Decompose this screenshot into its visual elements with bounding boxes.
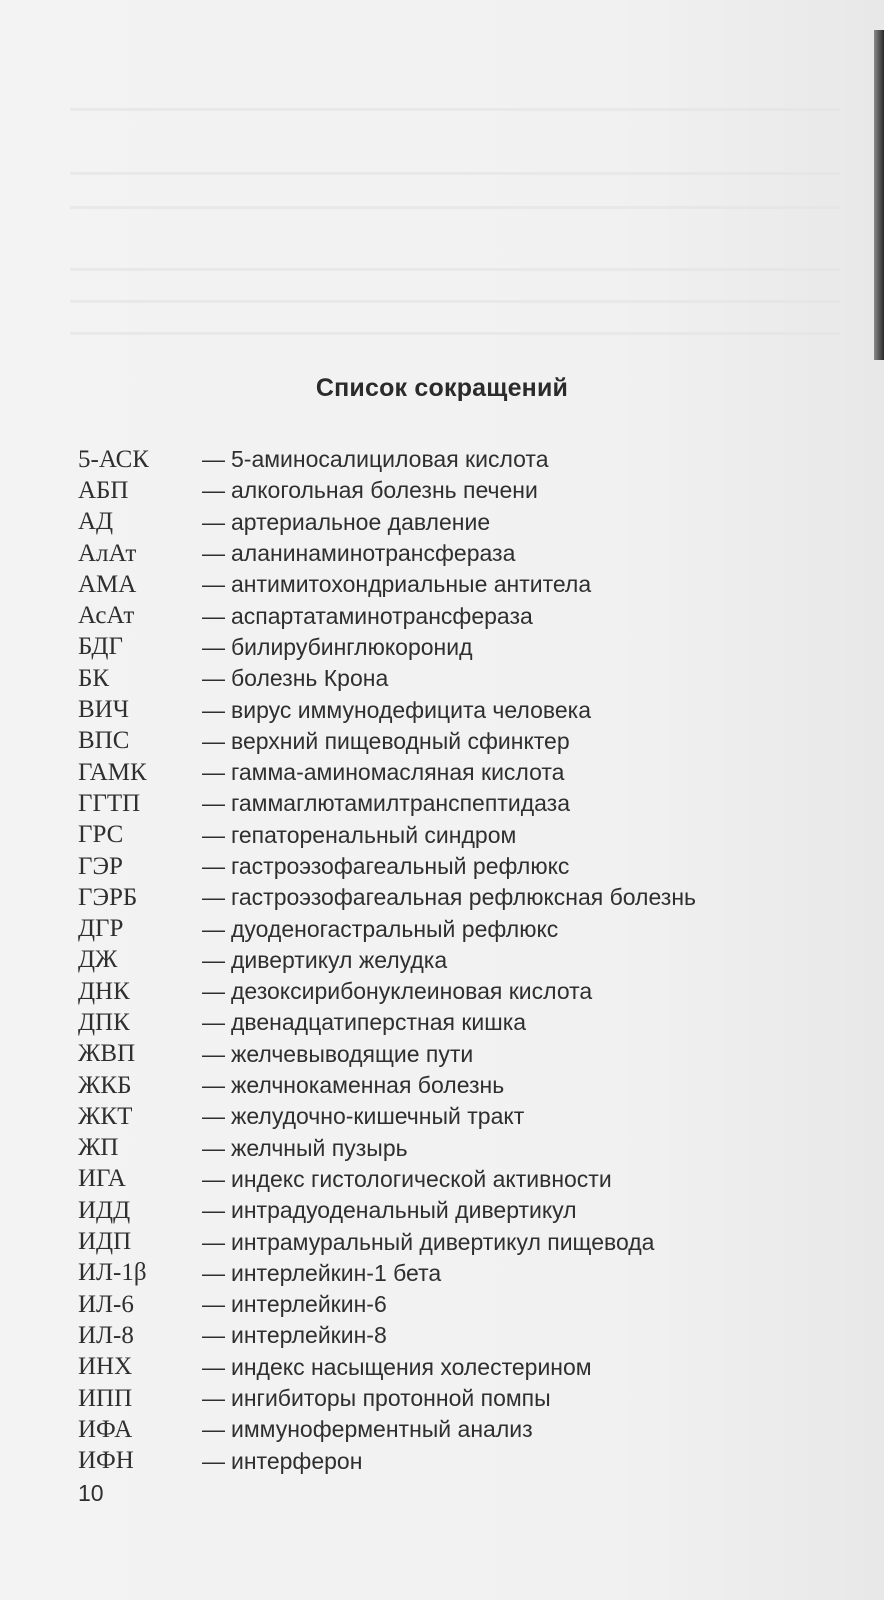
abbreviation-meaning: интерлейкин-1 бета — [231, 1259, 442, 1286]
dash-separator: — — [202, 1259, 225, 1286]
dash-separator: — — [202, 821, 225, 848]
abbreviation-meaning: ингибиторы протонной помпы — [231, 1385, 551, 1412]
dash-separator: — — [202, 633, 225, 660]
abbreviation-meaning: аспартатаминотрансфераза — [231, 602, 533, 629]
page-number: 10 — [78, 1480, 104, 1506]
abbreviation-row — [78, 1383, 696, 1414]
abbreviation-meaning: гепаторенальный синдром — [231, 821, 517, 848]
abbreviation-term: АМА — [78, 570, 137, 598]
abbreviation-row — [78, 882, 696, 913]
abbreviation-row — [78, 1070, 696, 1101]
abbreviation-row — [78, 1226, 696, 1257]
abbreviation-term: ИГА — [78, 1165, 126, 1193]
abbreviation-meaning: интерлейкин-6 — [231, 1291, 387, 1318]
abbreviation-row — [78, 820, 696, 851]
abbreviation-list — [78, 444, 696, 1477]
abbreviation-term: АсАт — [78, 602, 135, 630]
abbreviation-row — [78, 600, 696, 631]
abbreviation-row — [78, 913, 696, 944]
abbreviation-term: АД — [78, 508, 114, 536]
abbreviation-row — [78, 726, 696, 757]
dash-separator: — — [202, 1103, 225, 1130]
abbreviation-meaning: 5-аминосалициловая кислота — [231, 446, 549, 473]
abbreviation-meaning: гастроэзофагеальная рефлюксная болезнь — [231, 884, 696, 911]
show-through-line — [70, 206, 840, 209]
dash-separator: — — [202, 915, 225, 942]
dash-separator: — — [202, 446, 225, 473]
abbreviation-row — [78, 976, 696, 1007]
dash-separator: — — [202, 1009, 225, 1036]
abbreviation-row — [78, 1414, 696, 1445]
abbreviation-row — [78, 851, 696, 882]
abbreviation-meaning: гаммаглютамилтранспептидаза — [231, 790, 570, 817]
abbreviation-term: АлАт — [78, 539, 137, 567]
abbreviation-row — [78, 1320, 696, 1351]
abbreviation-term: ГРС — [78, 821, 124, 849]
dash-separator: — — [202, 884, 225, 911]
abbreviation-row — [78, 538, 696, 569]
abbreviation-meaning: дуоденогастральный рефлюкс — [231, 915, 559, 942]
abbreviation-row — [78, 1039, 696, 1070]
abbreviation-meaning: интерлейкин-8 — [231, 1322, 387, 1349]
abbreviation-term: ИФН — [78, 1447, 134, 1475]
abbreviation-term: ДЖ — [78, 946, 118, 974]
dash-separator: — — [202, 1072, 225, 1099]
dash-separator: — — [202, 1416, 225, 1443]
dash-separator: — — [202, 602, 225, 629]
dash-separator: — — [202, 1197, 225, 1224]
dash-separator: — — [202, 1447, 225, 1474]
abbreviation-row — [78, 632, 696, 663]
abbreviation-term: ДГР — [78, 915, 124, 943]
dash-separator: — — [202, 1353, 225, 1380]
dash-separator: — — [202, 946, 225, 973]
abbreviation-meaning: желудочно-кишечный тракт — [231, 1103, 525, 1130]
abbreviation-term: БК — [78, 664, 110, 692]
abbreviation-row — [78, 569, 696, 600]
dash-separator: — — [202, 1322, 225, 1349]
abbreviation-row — [78, 757, 696, 788]
page-title: Список сокращений — [315, 374, 569, 402]
abbreviation-row — [78, 1352, 696, 1383]
abbreviation-row — [78, 475, 696, 506]
abbreviation-meaning: желчевыводящие пути — [231, 1040, 474, 1067]
dash-separator: — — [202, 853, 225, 879]
dash-separator: — — [202, 790, 225, 817]
show-through-line — [70, 268, 840, 271]
abbreviation-term: ИЛ-8 — [78, 1321, 134, 1349]
abbreviation-term: ИНХ — [78, 1353, 133, 1381]
show-through-line — [70, 332, 840, 335]
abbreviation-row — [78, 1101, 696, 1132]
dash-separator: — — [202, 665, 225, 692]
abbreviation-row — [78, 1133, 696, 1164]
abbreviation-meaning: гамма-аминомасляная кислота — [231, 759, 565, 786]
abbreviation-meaning: двенадцатиперстная кишка — [231, 1009, 527, 1036]
dash-separator: — — [202, 508, 225, 535]
abbreviation-meaning: болезнь Крона — [231, 665, 389, 692]
abbreviation-row — [78, 1258, 696, 1289]
dash-separator: — — [202, 727, 225, 754]
abbreviation-row — [78, 1164, 696, 1195]
abbreviation-meaning: желчный пузырь — [231, 1134, 408, 1161]
abbreviation-term: ЖКБ — [78, 1071, 132, 1099]
abbreviation-term: АБП — [78, 476, 129, 504]
abbreviation-meaning: интерферон — [231, 1447, 363, 1474]
abbreviation-row — [78, 1007, 696, 1038]
abbreviation-term: ДПК — [78, 1008, 130, 1036]
abbreviation-meaning: билирубинглюкоронид — [231, 633, 473, 660]
abbreviation-term: ГЭР — [78, 852, 123, 880]
abbreviation-meaning: алкогольная болезнь печени — [231, 477, 538, 504]
dash-separator: — — [202, 571, 225, 598]
abbreviation-meaning: индекс насыщения холестерином — [231, 1353, 592, 1380]
show-through-line — [70, 300, 840, 303]
abbreviation-row — [78, 1446, 696, 1477]
dash-separator: — — [202, 1040, 225, 1067]
abbreviation-term: 5-АСК — [78, 445, 149, 473]
abbreviation-row — [78, 507, 696, 538]
abbreviation-term: ВПС — [78, 727, 130, 755]
dash-separator: — — [202, 759, 225, 786]
dash-separator: — — [202, 1134, 225, 1161]
abbreviation-row — [78, 663, 696, 694]
dash-separator: — — [202, 1385, 225, 1412]
dash-separator: — — [202, 1291, 225, 1318]
abbreviation-term: ИДД — [78, 1196, 131, 1224]
abbreviation-meaning: дезоксирибонуклеиновая кислота — [231, 978, 593, 1005]
dash-separator: — — [202, 1228, 225, 1255]
abbreviation-meaning: гастроэзофагеальный рефлюкс — [231, 853, 570, 879]
abbreviation-term: БДГ — [78, 633, 123, 661]
abbreviation-meaning: индекс гистологической активности — [231, 1165, 612, 1192]
dash-separator: — — [202, 696, 225, 723]
abbreviation-meaning: аланинаминотрансфераза — [231, 540, 516, 567]
abbreviation-term: ГГТП — [78, 789, 141, 817]
abbreviation-term: ИЛ-6 — [78, 1290, 134, 1318]
abbreviation-row — [78, 1195, 696, 1226]
page-edge-shadow — [874, 30, 884, 360]
abbreviation-meaning: вирус иммунодефицита человека — [231, 696, 592, 723]
abbreviation-meaning: антимитохондриальные антитела — [231, 571, 592, 598]
abbreviation-term: ЖП — [78, 1134, 119, 1162]
abbreviation-term: ГАМК — [78, 758, 147, 786]
dash-separator: — — [202, 540, 225, 567]
abbreviation-row — [78, 945, 696, 976]
dash-separator: — — [202, 1165, 225, 1192]
show-through-line — [70, 172, 840, 175]
abbreviation-row — [78, 1289, 696, 1320]
abbreviation-meaning: иммуноферментный анализ — [231, 1416, 533, 1443]
abbreviation-term: ГЭРБ — [78, 883, 138, 911]
abbreviation-meaning: интрамуральный дивертикул пищевода — [231, 1228, 655, 1255]
abbreviation-meaning: желчнокаменная болезнь — [231, 1072, 505, 1099]
abbreviation-row — [78, 788, 696, 819]
abbreviation-term: ИДП — [78, 1228, 132, 1256]
dash-separator: — — [202, 477, 225, 504]
abbreviation-term: ЖКТ — [78, 1102, 133, 1130]
abbreviation-term: ДНК — [78, 977, 130, 1005]
abbreviation-term: ИФА — [78, 1415, 133, 1443]
abbreviation-term: ВИЧ — [78, 696, 129, 724]
abbreviation-meaning: дивертикул желудка — [231, 946, 448, 973]
dash-separator: — — [202, 978, 225, 1005]
abbreviation-term: ИЛ-1β — [78, 1259, 147, 1287]
abbreviation-term: ЖВП — [78, 1040, 136, 1068]
abbreviation-row — [78, 694, 696, 725]
abbreviation-meaning: верхний пищеводный сфинктер — [231, 727, 570, 754]
show-through-line — [70, 108, 840, 111]
abbreviation-meaning: артериальное давление — [231, 508, 491, 535]
abbreviation-row — [78, 444, 696, 475]
abbreviation-term: ИПП — [78, 1384, 133, 1412]
abbreviation-meaning: интрадуоденальный дивертикул — [231, 1197, 577, 1224]
